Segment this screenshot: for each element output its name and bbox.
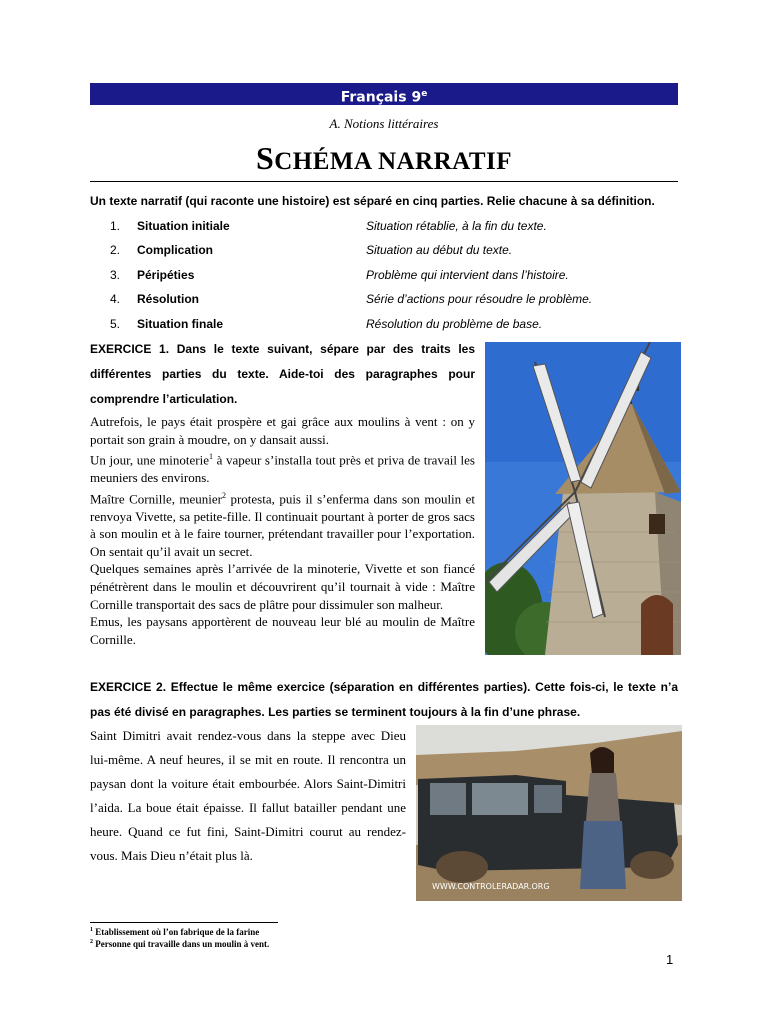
page-title xyxy=(90,140,678,177)
row-number: 4. xyxy=(110,292,121,306)
exercise1-paragraph: Maître Cornille, meunier$^2$ protesta, puis il s’enferma dans son moulin et renvoya Vivette, sa petite-fille. Il continuait pourtant à porter de gros sacs à son moulin et à le faire tourner, prétendant travailler pour l’exportation. On sentait qu’il avait un secret. xyxy=(90,490,475,559)
page-number: 1 xyxy=(666,952,674,967)
row-definition: Résolution du problème de base. xyxy=(366,317,543,331)
intro-instruction: Un texte narratif (qui raconte une histoire) est séparé en cinq parties. Relie chacune à sa définition. xyxy=(90,194,655,208)
row-number: 5. xyxy=(110,317,121,331)
exercise1-paragraph: Quelques semaines après l’arrivée de la minoterie, Vivette et son fiancé pénétrèrent dans le moulin et découvrirent qu’il tournait à vide : Maître Cornille transportait des sacs de plâtre pour dissimuler son malheur. xyxy=(90,561,475,612)
footnote-divider xyxy=(90,922,278,923)
row-number: 3. xyxy=(110,268,121,282)
title-divider xyxy=(90,181,678,182)
jeep-photo xyxy=(416,725,682,901)
row-term: Situation finale xyxy=(137,317,224,331)
row-term: Péripéties xyxy=(137,268,195,282)
row-term: Situation initiale xyxy=(137,219,230,233)
title-first-letter: S xyxy=(255,140,275,176)
photo-watermark: WWW.CONTROLERADAR.ORG xyxy=(432,882,550,891)
banner-superscript: e xyxy=(421,89,428,99)
row-number: 2. xyxy=(110,243,121,257)
exercise1-paragraph: Un jour, une minoterie$^1$ à vapeur s’installa tout près et priva de travail les meuniers des environs. xyxy=(90,452,475,486)
footnote: $^2$ Personne qui travaille dans un moulin à vent. xyxy=(90,939,270,949)
row-definition: Situation rétablie, à la fin du texte. xyxy=(366,219,547,233)
exercise1-text xyxy=(90,413,475,648)
matching-row xyxy=(90,243,678,261)
footnote: $^1$ Etablissement où l’on fabrique de la farine xyxy=(90,927,260,937)
banner-text: Français 9 xyxy=(340,89,422,106)
exercise1-paragraph: Emus, les paysans apportèrent de nouveau leur blé au moulin de Maître Cornille. xyxy=(90,614,475,647)
footnote-ref: 2 xyxy=(222,490,227,500)
section-subtitle: A. Notions littéraires xyxy=(329,116,439,131)
jeep-photo-illustration xyxy=(416,725,682,901)
row-definition: Série d’actions pour résoudre le problème. xyxy=(366,292,593,306)
row-term: Résolution xyxy=(137,292,199,306)
title-rest: CHÉMA NARRATIF xyxy=(274,148,513,175)
matching-row xyxy=(90,219,678,237)
row-definition: Problème qui intervient dans l’histoire. xyxy=(366,268,569,282)
exercise2-text: Saint Dimitri avait rendez-vous dans la steppe avec Dieu lui-même. A neuf heures, il se mit en route. Il rencontra un paysan dont la voiture était embourbée. Alors Saint-Dimitri l’aida. La boue était épaisse. Il fallut batailler pendant une heure. Quand ce fut fini, Saint-Dimitri courut au rendez-vous. Mais Dieu n’était plus là. xyxy=(90,728,406,863)
row-term: Complication xyxy=(137,243,214,257)
exercise1-heading: EXERCICE 1. Dans le texte suivant, sépare par des traits les différentes parties du texte. Aide-toi des paragraphes pour comprendre l’articulation. xyxy=(90,342,475,406)
matching-row xyxy=(90,268,678,286)
windmill-photo xyxy=(485,342,681,655)
matching-row xyxy=(90,292,678,310)
row-number: 1. xyxy=(110,219,121,233)
matching-row xyxy=(90,317,678,335)
footnote-ref: 1 xyxy=(208,452,213,462)
subject-banner xyxy=(90,83,678,105)
exercise1-paragraph: Autrefois, le pays était prospère et gai grâce aux moulins à vent : on y portait son grain à moudre, on y dansait aussi. xyxy=(90,414,475,447)
row-definition: Situation au début du texte. xyxy=(366,243,513,257)
exercise2-heading: EXERCICE 2. Effectue le même exercice (séparation en différentes parties). Cette fois-ci, le texte n’a pas été divisé en paragraphes. Les parties se terminent toujours à la fin d’une phrase. xyxy=(90,680,678,719)
